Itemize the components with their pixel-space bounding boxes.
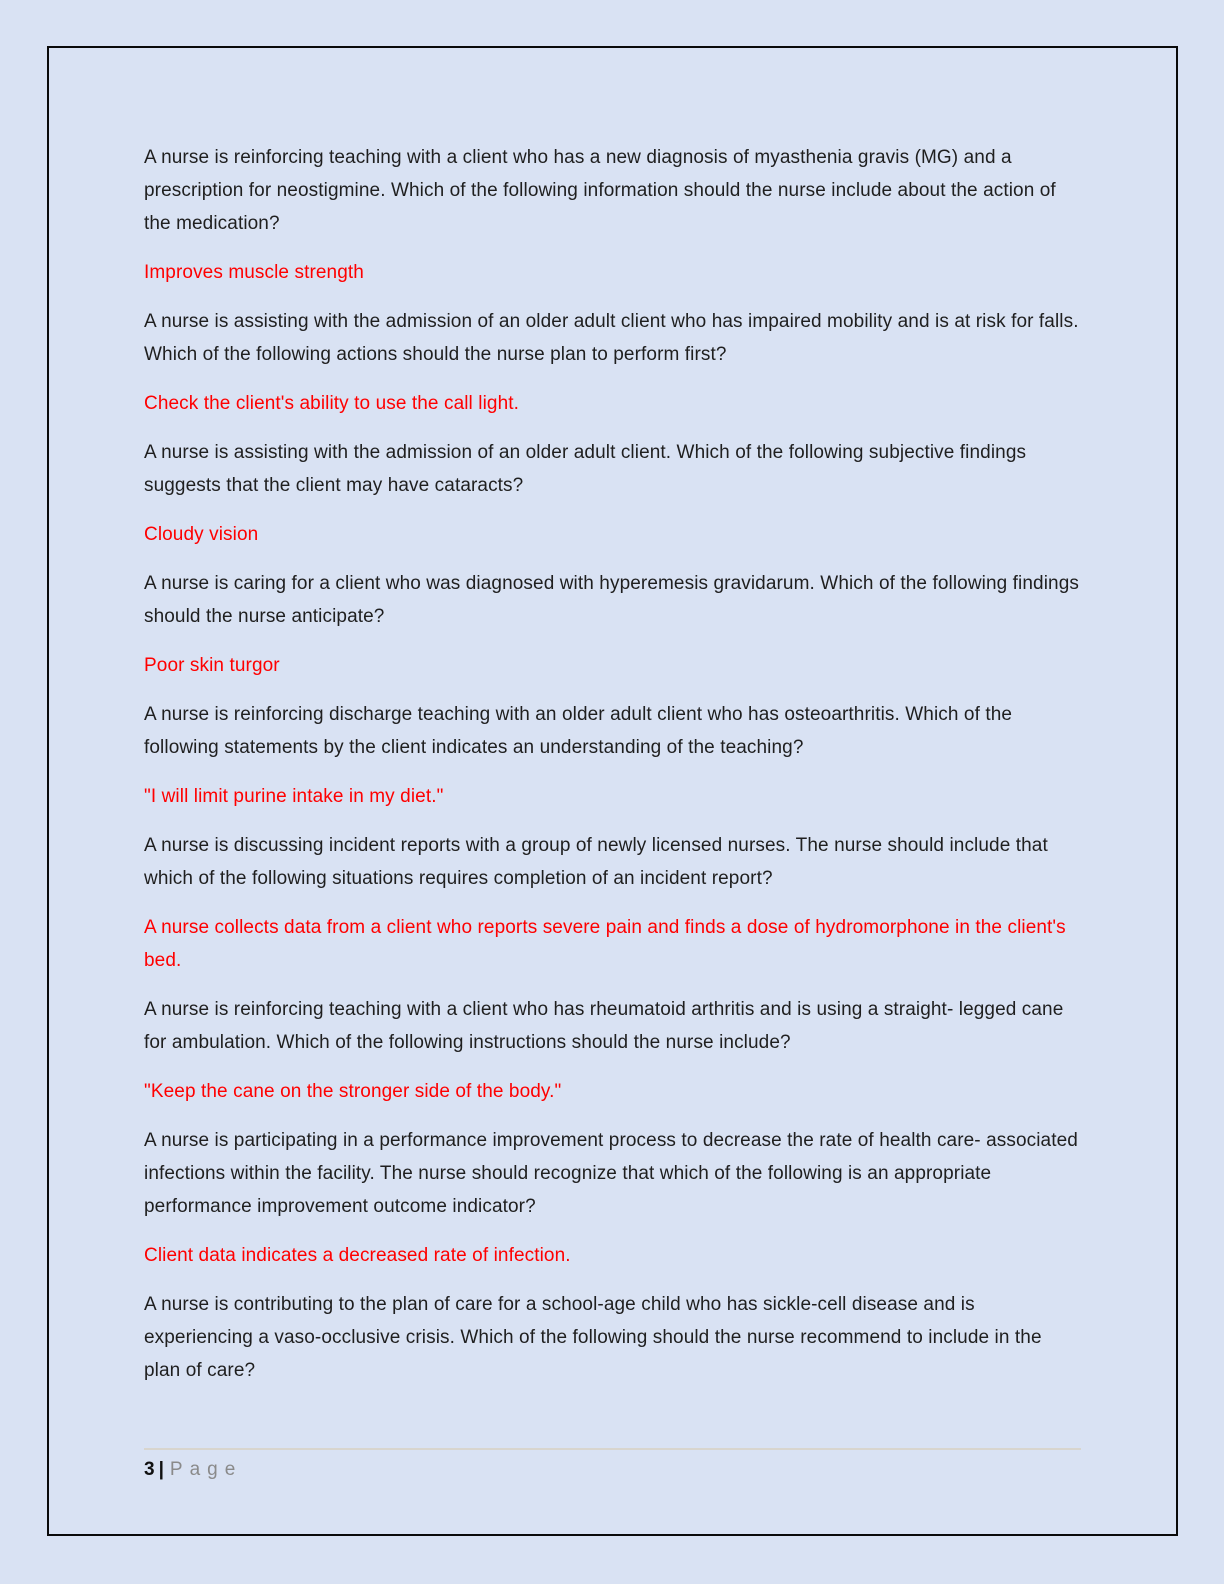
question-text: A nurse is reinforcing teaching with a client who has a new diagnosis of myasthenia gravis (MG) and a prescription for neostigmine. Which of the following information should the nurse include about the action of the medication? xyxy=(144,147,1056,234)
answer-text: "Keep the cane on the stronger side of the body." xyxy=(144,1081,562,1102)
answer-text: A nurse collects data from a client who reports severe pain and finds a dose of hydromorphone in the client's bed. xyxy=(144,917,1066,971)
footer-divider xyxy=(144,1448,1081,1450)
question-text: A nurse is assisting with the admission of an older adult client who has impaired mobility and is at risk for falls. Which of the following actions should the nurse plan to perform first? xyxy=(144,311,1079,365)
page-footer xyxy=(144,1448,1081,1482)
answer-text: Poor skin turgor xyxy=(144,655,280,676)
answer-text: Check the client's ability to use the call light. xyxy=(144,393,519,414)
question-text: A nurse is reinforcing discharge teaching with an older adult client who has osteoarthritis. Which of the following statements by the client indicates an understanding of the teaching? xyxy=(144,704,1013,758)
question-text: A nurse is assisting with the admission of an older adult client. Which of the following subjective findings suggests that the client may have cataracts? xyxy=(144,442,1027,496)
question-text: A nurse is reinforcing teaching with a client who has rheumatoid arthritis and is using a straight- legged cane for ambulation. Which of the following instructions should the nurse include? xyxy=(144,999,1064,1053)
question-text: A nurse is discussing incident reports with a group of newly licensed nurses. The nurse should include that which of the following situations requires completion of an incident report? xyxy=(144,835,1048,889)
page-number: 3 xyxy=(144,1459,155,1480)
footer-separator: | xyxy=(158,1459,164,1480)
question-text: A nurse is contributing to the plan of care for a school-age child who has sickle-cell disease and is experiencing a vaso-occlusive crisis. Which of the following should the nurse recommend to include in the plan of care? xyxy=(144,1294,1042,1381)
footer-page-label: Page xyxy=(169,1459,243,1480)
answer-text: Client data indicates a decreased rate of infection. xyxy=(144,1245,571,1266)
footer-text xyxy=(144,1458,1081,1482)
answer-text: "I will limit purine intake in my diet." xyxy=(144,786,444,807)
answer-text: Cloudy vision xyxy=(144,524,259,545)
answer-text: Improves muscle strength xyxy=(144,262,364,283)
question-answer-list xyxy=(144,141,1081,1403)
question-text: A nurse is caring for a client who was diagnosed with hyperemesis gravidarum. Which of the following findings should the nurse anticipate? xyxy=(144,573,1079,627)
question-text: A nurse is participating in a performance improvement process to decrease the rate of health care- associated infections within the facility. The nurse should recognize that which of the following is an appropriate performance improvement outcome indicator? xyxy=(144,1130,1078,1217)
